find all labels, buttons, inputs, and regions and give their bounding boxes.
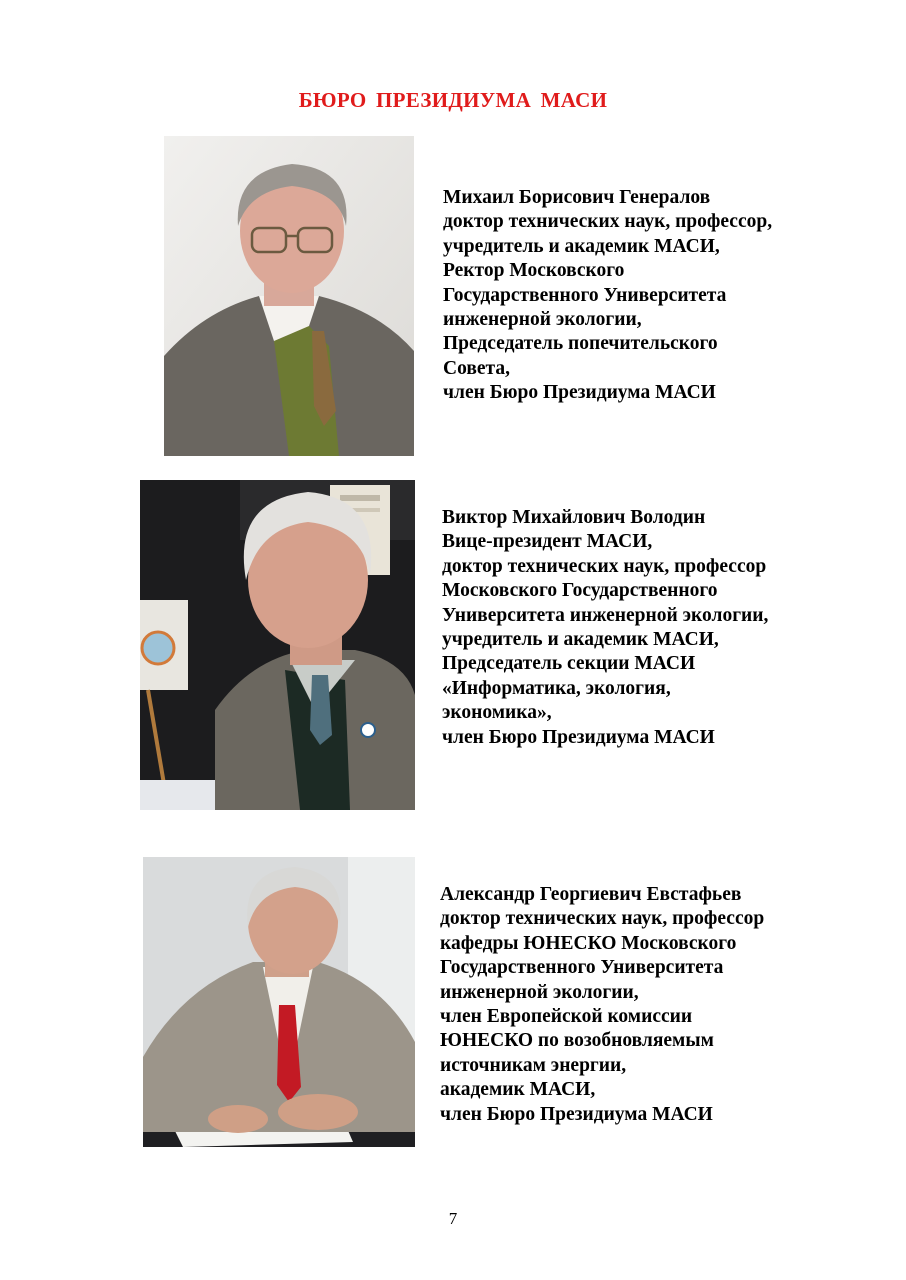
member-1-line: инженерной экологии, bbox=[443, 309, 642, 331]
member-2-name: Виктор Михайлович Володин bbox=[442, 507, 706, 528]
member-3-line: член Европейской комиссии bbox=[440, 1006, 693, 1028]
member-1-line: Совета, bbox=[443, 357, 510, 379]
member-2-line: Московского Государственного bbox=[442, 580, 718, 602]
member-3-line: источникам энергии, bbox=[440, 1054, 627, 1076]
member-photo-2 bbox=[140, 480, 415, 810]
member-photo-1 bbox=[164, 136, 414, 456]
member-2-line: экономика», bbox=[442, 702, 552, 724]
member-3-line: кафедры ЮНЕСКО Московского bbox=[440, 932, 737, 954]
member-photo-3 bbox=[143, 857, 415, 1147]
member-1-line: Государственного Университета bbox=[443, 284, 727, 306]
member-3-line: академик МАСИ, bbox=[440, 1079, 596, 1101]
member-3-line: Государственного Университета bbox=[440, 957, 724, 979]
member-2-line: Вице-президент МАСИ, bbox=[442, 531, 653, 553]
member-1-line: Ректор Московского bbox=[443, 260, 625, 282]
member-1-line: учредитель и академик МАСИ, bbox=[443, 235, 720, 257]
member-1-line: член Бюро Президиума МАСИ bbox=[443, 382, 716, 404]
member-bio-1 bbox=[443, 186, 772, 406]
member-3-line: инженерной экологии, bbox=[440, 981, 639, 1003]
member-3-line: член Бюро Президиума МАСИ bbox=[440, 1103, 713, 1125]
member-2-line: учредитель и академик МАСИ, bbox=[442, 629, 719, 651]
member-1-line: доктор технических наук, профессор, bbox=[443, 211, 773, 233]
member-2-line: член Бюро Президиума МАСИ bbox=[442, 726, 715, 748]
member-3-line: доктор технических наук, профессор bbox=[440, 908, 765, 930]
member-2-line: Университета инженерной экологии, bbox=[442, 604, 769, 626]
member-2-line: Председатель секции МАСИ bbox=[442, 653, 696, 675]
member-2-line: «Информатика, экология, bbox=[442, 677, 671, 699]
member-1-line: Председатель попечительского bbox=[443, 333, 718, 355]
member-2-line: доктор технических наук, профессор bbox=[442, 555, 767, 577]
member-bio-2 bbox=[442, 506, 768, 750]
member-1-name: Михаил Борисович Генералов bbox=[443, 187, 711, 208]
page-title: БЮРО ПРЕЗИДИУМА МАСИ bbox=[298, 88, 608, 112]
member-3-line: ЮНЕСКО по возобновляемым bbox=[440, 1030, 714, 1052]
member-3-name: Александр Георгиевич Евстафьев bbox=[440, 884, 742, 905]
page-number: 7 bbox=[448, 1209, 458, 1228]
member-bio-3 bbox=[440, 883, 764, 1127]
